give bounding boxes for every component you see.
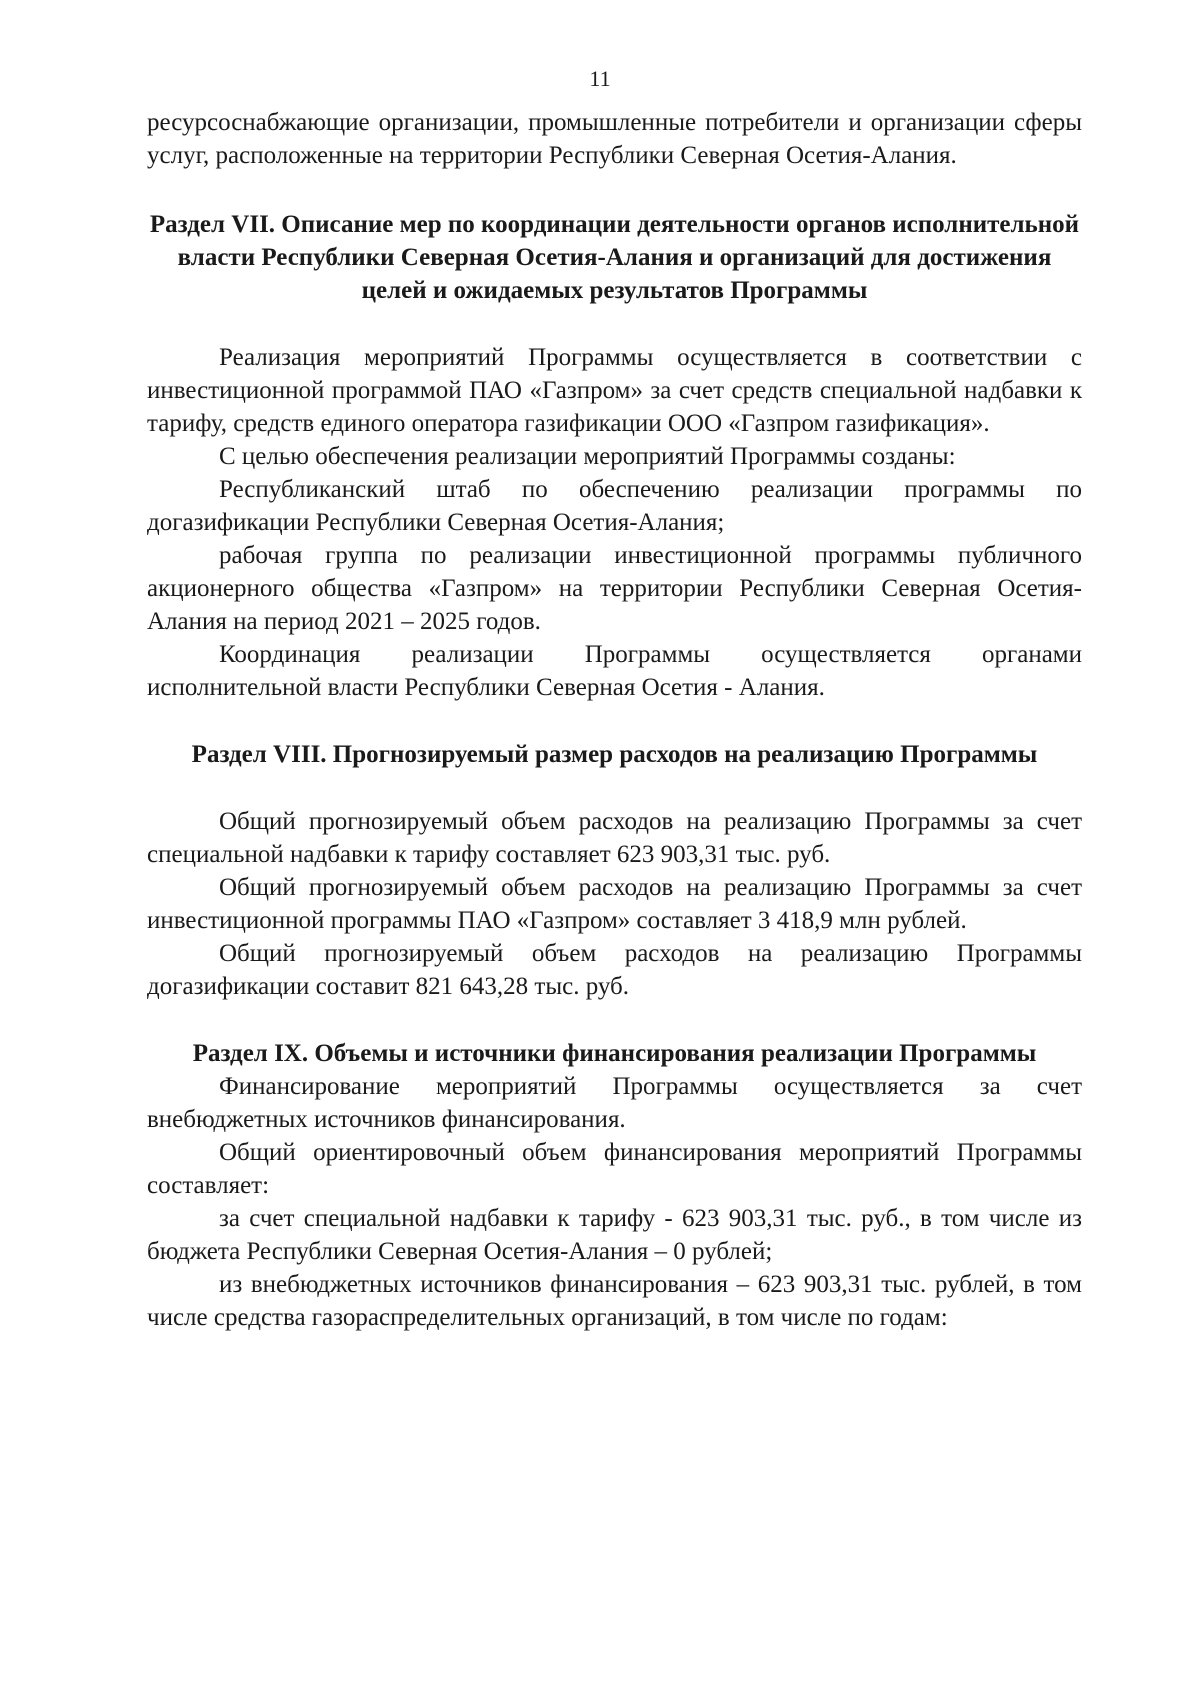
section-7 bbox=[147, 208, 1082, 704]
section-9-paragraph: из внебюджетных источников финансирования – 623 903,31 тыс. рублей, в том числе средства газораспределительных организаций, в том числе по годам: bbox=[147, 1271, 1082, 1331]
section-8 bbox=[147, 738, 1082, 1003]
section-8-paragraph: Общий прогнозируемый объем расходов на реализацию Программы за счет специальной надбавки к тарифу составляет 623 903,31 тыс. руб. bbox=[147, 808, 1082, 868]
section-7-paragraph: Координация реализации Программы осуществляется органами исполнительной власти Республики Северная Осетия - Алания. bbox=[147, 641, 1082, 701]
document-body bbox=[147, 106, 1082, 1334]
section-7-heading: Раздел VII. Описание мер по координации деятельности органов исполнительной власти Республики Северная Осетия-Алания и организаций для достижения целей и ожидаемых результатов Программы bbox=[149, 211, 1080, 304]
section-9 bbox=[147, 1037, 1082, 1334]
section-9-paragraph: за счет специальной надбавки к тарифу - 623 903,31 тыс. руб., в том числе из бюджета Республики Северная Осетия-Алания – 0 рублей; bbox=[147, 1205, 1082, 1265]
section-9-heading: Раздел IX. Объемы и источники финансирования реализации Программы bbox=[192, 1040, 1037, 1067]
section-8-paragraph: Общий прогнозируемый объем расходов на реализацию Программы догазификации составит 821 643,28 тыс. руб. bbox=[147, 940, 1082, 1000]
section-9-paragraph: Общий ориентировочный объем финансирования мероприятий Программы составляет: bbox=[147, 1139, 1082, 1199]
page-number: 11 bbox=[589, 66, 611, 91]
section-7-paragraph: рабочая группа по реализации инвестиционной программы публичного акционерного общества «Газпром» на территории Республики Северная Осетия-Алания на период 2021 – 2025 годов. bbox=[147, 542, 1082, 635]
section-8-paragraph: Общий прогнозируемый объем расходов на реализацию Программы за счет инвестиционной программы ПАО «Газпром» составляет 3 418,9 млн рублей. bbox=[147, 874, 1082, 934]
intro-paragraph: ресурсоснабжающие организации, промышленные потребители и организации сферы услуг, расположенные на территории Республики Северная Осетия-Алания. bbox=[147, 109, 1082, 169]
section-7-paragraph: С целью обеспечения реализации мероприятий Программы созданы: bbox=[219, 443, 956, 470]
section-8-heading: Раздел VIII. Прогнозируемый размер расходов на реализацию Программы bbox=[191, 741, 1038, 768]
section-9-paragraph: Финансирование мероприятий Программы осуществляется за счет внебюджетных источников финансирования. bbox=[147, 1073, 1082, 1133]
section-7-paragraph: Республиканский штаб по обеспечению реализации программы по догазификации Республики Северная Осетия-Алания; bbox=[147, 476, 1082, 536]
section-7-paragraph: Реализация мероприятий Программы осуществляется в соответствии с инвестиционной программой ПАО «Газпром» за счет средств специальной надбавки к тарифу, средств единого оператора газификации ООО «Газпром газификация». bbox=[147, 344, 1082, 437]
